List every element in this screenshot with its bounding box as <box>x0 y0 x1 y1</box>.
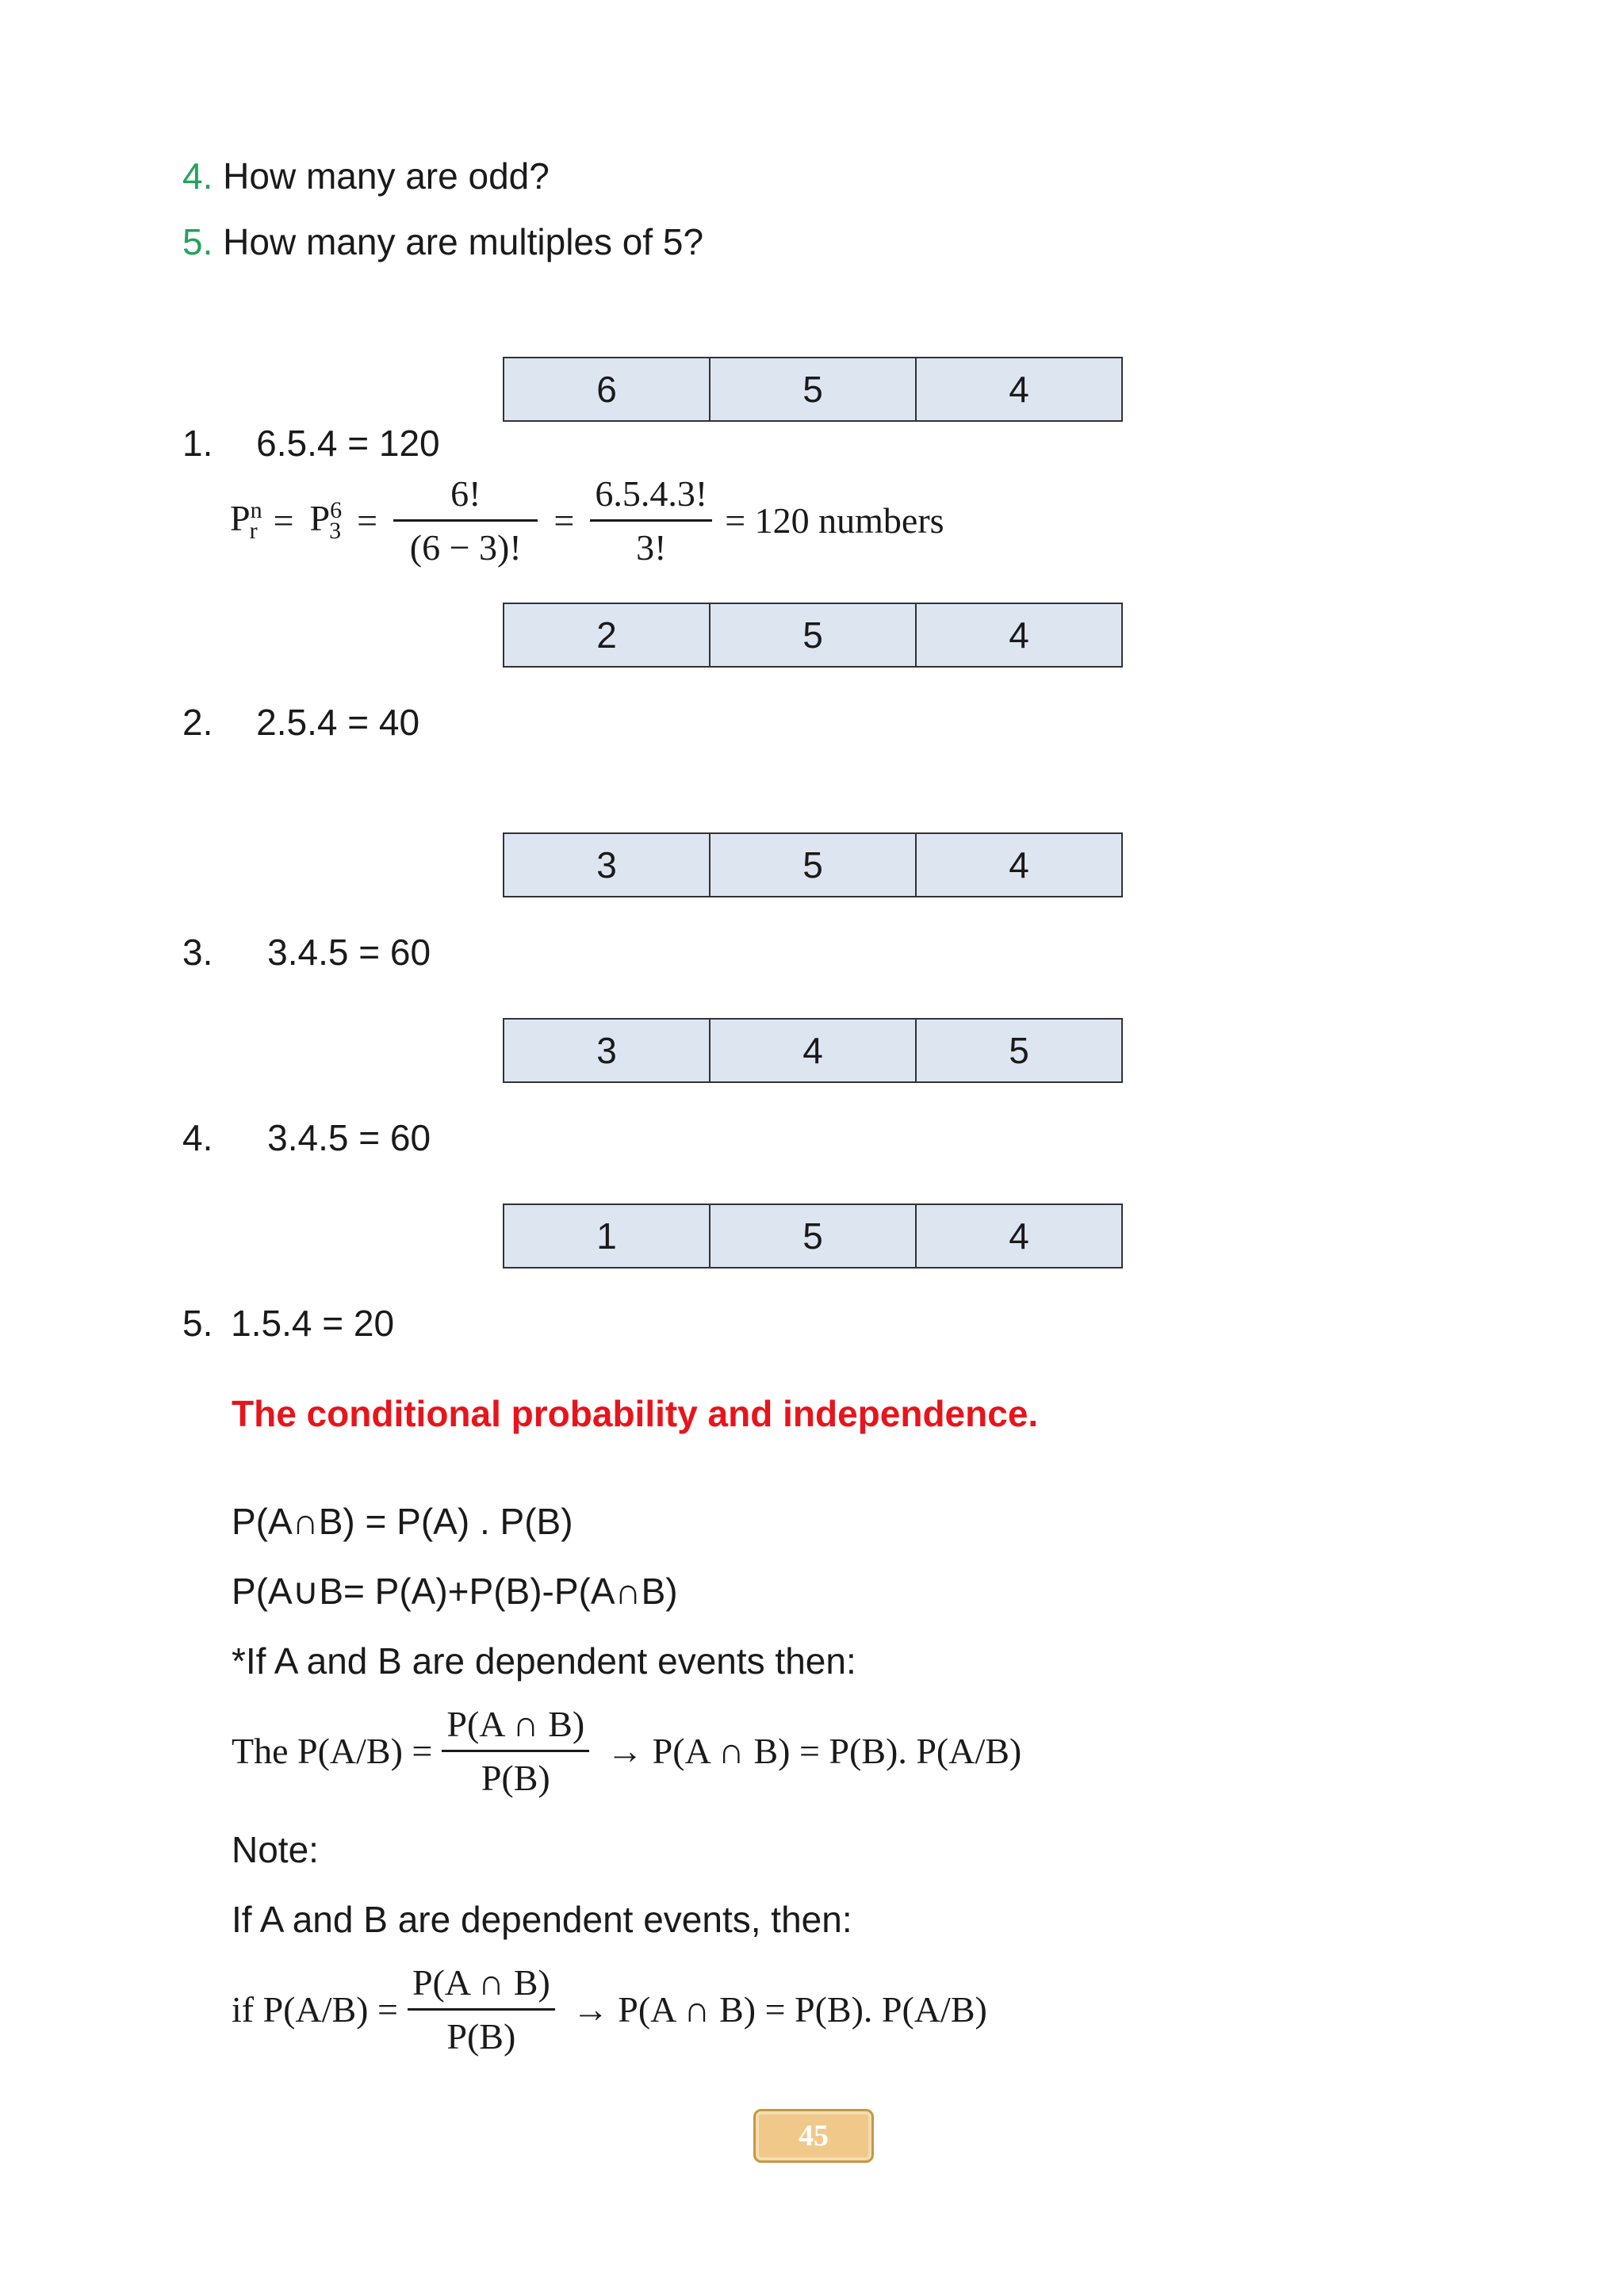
solution-expression: 1.5.4 = 20 <box>231 1303 395 1344</box>
dependent-events-text-2: If A and B are dependent events, then: <box>232 1899 852 1940</box>
fraction-2: $\frac{6.5.4.3!}{3!}$ <box>590 473 712 568</box>
equals-sign: = <box>273 500 294 541</box>
digit-boxes-3 <box>503 832 1123 897</box>
perm-symbol: $P^n_r$ <box>230 496 262 544</box>
digit-box: 5 <box>710 1205 917 1267</box>
perm-symbol: $P^6_3$ <box>309 496 343 544</box>
digit-box: 5 <box>917 1020 1121 1081</box>
question-number: 5. <box>182 221 213 262</box>
dependent-events-text: *If A and B are dependent events then: <box>232 1640 856 1682</box>
solution-5 <box>182 1302 394 1345</box>
solution-expression: 3.4.5 = 60 <box>267 1117 431 1158</box>
formula-line-1: P(A∩B) = P(A) . P(B) <box>232 1501 573 1542</box>
digit-box: 5 <box>710 834 917 896</box>
solution-2 <box>182 701 419 744</box>
formula-lhs: The P(A/B) = <box>232 1731 433 1771</box>
digit-boxes-4 <box>503 1018 1123 1083</box>
digit-box: 5 <box>710 604 917 666</box>
perm-result: = 120 numbers <box>725 500 944 541</box>
formula-rhs: → P(A ∩ B) = P(B). P(A/B) <box>572 1989 987 2030</box>
note-label: Note: <box>232 1829 319 1870</box>
formula-fraction: $\frac{P(A \cap B)}{P(B)}$ <box>442 1703 589 1799</box>
page-number-badge <box>753 2109 874 2163</box>
solution-number: 1. <box>182 423 213 464</box>
formula-lhs: if P(A/B) = <box>232 1989 398 2030</box>
question-4 <box>182 155 550 197</box>
fraction-1: $\frac{6!}{(6 - 3)!}$ <box>393 473 538 568</box>
solution-1 <box>182 422 440 465</box>
solution-number: 4. <box>182 1117 213 1158</box>
digit-boxes-5 <box>503 1203 1123 1269</box>
digit-box: 3 <box>504 1020 710 1081</box>
digit-box: 4 <box>917 358 1121 420</box>
equals-sign: = <box>553 500 575 541</box>
question-5 <box>182 220 703 263</box>
permutation-formula <box>230 473 944 568</box>
solution-4 <box>182 1116 431 1159</box>
section-heading: The conditional probability and independence. <box>232 1393 1039 1434</box>
digit-box: 1 <box>504 1205 710 1267</box>
page-number: 45 <box>799 2119 829 2152</box>
digit-boxes-1 <box>503 357 1123 422</box>
digit-box: 6 <box>504 358 710 420</box>
question-number: 4. <box>182 155 213 197</box>
digit-box: 4 <box>917 834 1121 896</box>
solution-expression: 3.4.5 = 60 <box>267 932 431 973</box>
conditional-formula-1 <box>232 1703 1021 1799</box>
solution-number: 3. <box>182 932 213 973</box>
formula-rhs: → P(A ∩ B) = P(B). P(A/B) <box>607 1731 1022 1771</box>
digit-box: 3 <box>504 834 710 896</box>
solution-expression: 6.5.4 = 120 <box>256 423 440 464</box>
conditional-formula-2 <box>232 1961 987 2057</box>
solution-expression: 2.5.4 = 40 <box>256 702 420 743</box>
digit-box: 4 <box>710 1020 917 1081</box>
digit-box: 2 <box>504 604 710 666</box>
question-text: How many are odd? <box>223 155 550 197</box>
digit-box: 4 <box>917 604 1121 666</box>
digit-box: 5 <box>710 358 917 420</box>
solution-3 <box>182 931 431 974</box>
formula-fraction: $\frac{P(A \cap B)}{P(B)}$ <box>408 1961 555 2057</box>
solution-number: 2. <box>182 702 213 743</box>
digit-box: 4 <box>917 1205 1121 1267</box>
formula-line-2: P(A∪B= P(A)+P(B)-P(A∩B) <box>232 1571 678 1612</box>
question-text: How many are multiples of 5? <box>223 221 704 262</box>
equals-sign: = <box>357 500 378 541</box>
digit-boxes-2 <box>503 603 1123 668</box>
solution-number: 5. <box>182 1303 213 1344</box>
